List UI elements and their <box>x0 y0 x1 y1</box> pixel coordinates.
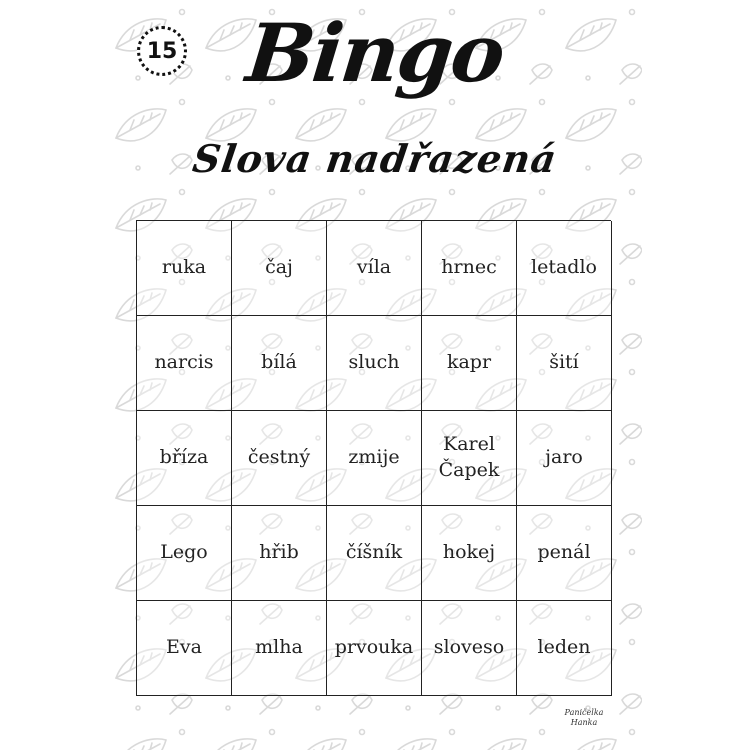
author-logo <box>560 708 608 727</box>
bingo-cell: penál <box>517 506 612 601</box>
bingo-cell: mlha <box>232 601 327 696</box>
page-subtitle: Slova nadřazená <box>190 136 560 181</box>
bingo-cell: kapr <box>422 316 517 411</box>
bingo-cell: hrnec <box>422 221 517 316</box>
bingo-cell: Lego <box>137 506 232 601</box>
bingo-cell: šití <box>517 316 612 411</box>
bingo-cell: sluch <box>327 316 422 411</box>
bingo-cell: víla <box>327 221 422 316</box>
bingo-cell: narcis <box>137 316 232 411</box>
bingo-cell: zmije <box>327 411 422 506</box>
author-logo-line2: Hanka <box>570 717 598 727</box>
bingo-cell: čaj <box>232 221 327 316</box>
bingo-cell: ruka <box>137 221 232 316</box>
bingo-cell: hřib <box>232 506 327 601</box>
bingo-cell: bříza <box>137 411 232 506</box>
bingo-cell: letadlo <box>517 221 612 316</box>
bingo-cell: jaro <box>517 411 612 506</box>
bingo-cell: hokej <box>422 506 517 601</box>
bingo-cell: Eva <box>137 601 232 696</box>
bingo-cell: Karel Čapek <box>422 411 517 506</box>
card-number: 15 <box>146 38 178 64</box>
page-title: Bingo <box>242 6 508 100</box>
bingo-cell: sloveso <box>422 601 517 696</box>
author-logo-line1: Paničelka <box>564 708 604 717</box>
bingo-cell: číšník <box>327 506 422 601</box>
bingo-cell: bílá <box>232 316 327 411</box>
bingo-cell: leden <box>517 601 612 696</box>
bingo-card <box>108 0 642 750</box>
bingo-cell: čestný <box>232 411 327 506</box>
bingo-grid <box>136 220 611 696</box>
bingo-cell: prvouka <box>327 601 422 696</box>
